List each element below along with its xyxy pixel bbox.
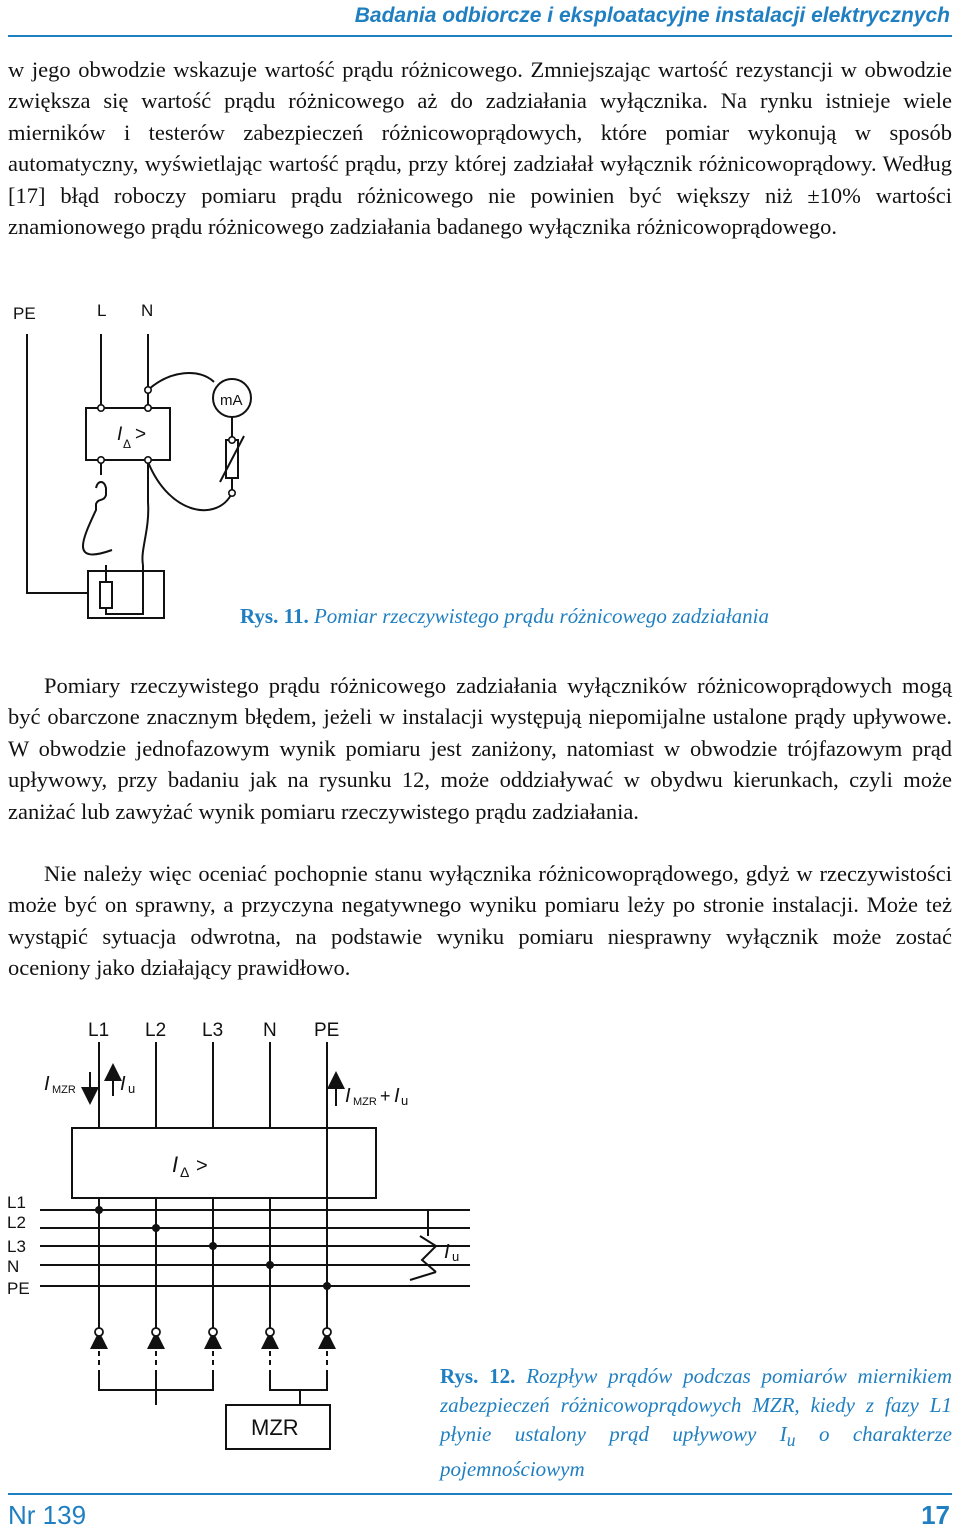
figure-11-caption-label: Rys. 11. — [240, 604, 309, 628]
figure-11-diagram — [0, 290, 960, 630]
fig12-rcd-delta: Δ — [180, 1164, 190, 1180]
page-number: 17 — [921, 1500, 950, 1530]
fig12-iu-i: I — [120, 1073, 126, 1095]
fig12-rcd-gt: > — [196, 1155, 208, 1177]
figure-12-caption-label: Rys. 12. — [440, 1364, 516, 1388]
figure-12-caption-sub: u — [786, 1430, 796, 1451]
fig12-rcd-i: I — [172, 1152, 179, 1177]
fig12-leak-u: u — [452, 1249, 460, 1264]
fig12-bus-pe: PE — [7, 1279, 30, 1298]
fig12-leak-i: I — [444, 1241, 450, 1263]
fig12-top-n: N — [263, 1020, 277, 1041]
fig12-top-l2: L2 — [145, 1020, 167, 1041]
figure-12-caption-end: o charakterze pojemnościowym — [440, 1422, 952, 1482]
fig11-rcd-i: I — [117, 424, 123, 445]
fig11-rcd-delta: Δ — [123, 437, 132, 451]
figure-11-caption-text: Pomiar rzeczywistego prądu różnicowego zadziałania — [313, 604, 769, 628]
fig12-iu-sub: u — [128, 1081, 136, 1096]
paragraph-3: Nie należy więc oceniać pochopnie stanu wyłącznika różnicowoprądowego, gdyż w rzeczywistości może być on sprawny, a przyczyna negatywnego wyniku pomiaru leży po stronie instalacji. Może też wystąpić sytuacja odwrotna, na podstawie wyniku pomiaru niesprawny wyłącznik może zostać oceniony jako działający prawidłowo. — [8, 861, 952, 981]
fig11-label-l: L — [97, 301, 107, 320]
fig12-imzr-i: I — [44, 1073, 50, 1095]
fig12-sum-plus: + — [380, 1086, 391, 1106]
paragraph-2: Pomiary rzeczywistego prądu różnicowego zadziałania wyłączników różnicowoprądowych mogą być obarczone znacznym błędem, jeżeli w instalacji występują niepomijalne ustalone prądy upływowe. W obwodzie jednofazowym wynik pomiaru jest zaniżony, natomiast w obwodzie trójfazowym prąd upływowy, przy badaniu jak na rysunku 12, może oddziaływać w obydwu kierunkach, czyli może zaniżać lub zawyżać wynik pomiaru rzeczywistego prądu zadziałania. — [8, 673, 952, 824]
fig11-label-pe: PE — [13, 304, 36, 323]
fig12-imzr-sub: MZR — [52, 1084, 76, 1096]
fig12-bus-l2: L2 — [7, 1213, 26, 1232]
header-rule — [8, 35, 952, 37]
fig12-bus-n: N — [7, 1257, 20, 1276]
fig12-bus-l3: L3 — [7, 1237, 26, 1256]
paragraph-1: w jego obwodzie wskazuje wartość prądu różnicowego. Zmniejszając wartość rezystancji w obwodzie zwiększa się wartość prądu różnicowego aż do zadziałania wyłącznika. Na rynku istnieje wiele mierników i testerów zabezpieczeń różnicowoprądowych, które pomiar wykonują w sposób automatyczny, wyświetlając wartość prądu, przy której zadziałał wyłącznik różnicowoprądowy. Według [17] błąd roboczy pomiaru prądu różnicowego nie powinien być większy niż ±10% wartości znamionowego prądu różnicowego zadziałania badanego wyłącznika różnicowoprądowego. — [8, 57, 952, 240]
fig12-mzr-label: MZR — [251, 1415, 299, 1440]
fig12-sum-i1: I — [345, 1085, 351, 1107]
fig12-top-l3: L3 — [202, 1020, 224, 1041]
fig11-label-n: N — [141, 301, 154, 320]
fig12-sum-mzr: MZR — [353, 1096, 377, 1108]
fig11-meter-label: mA — [220, 392, 243, 409]
figure-11-caption — [240, 602, 940, 631]
figure-12-caption — [440, 1362, 952, 1484]
fig12-bus-l1: L1 — [7, 1193, 26, 1212]
issue-number: Nr 139 — [8, 1500, 87, 1530]
running-header: Badania odbiorcze i eksploatacyjne instalacji elektrycznych — [354, 4, 950, 27]
fig12-top-pe: PE — [314, 1020, 340, 1041]
figure-12-caption-text: Rozpływ prądów podczas pomiarów miernikiem zabezpieczeń różnicowoprądowych MZR, kiedy z fazy L1 płynie ustalony prąd upływowy I — [440, 1364, 952, 1446]
fig12-sum-u: u — [401, 1093, 409, 1108]
fig12-top-l1: L1 — [88, 1020, 110, 1041]
fig12-sum-i2: I — [394, 1085, 400, 1107]
fig11-rcd-gt: > — [135, 424, 147, 445]
footer-rule — [8, 1493, 952, 1495]
